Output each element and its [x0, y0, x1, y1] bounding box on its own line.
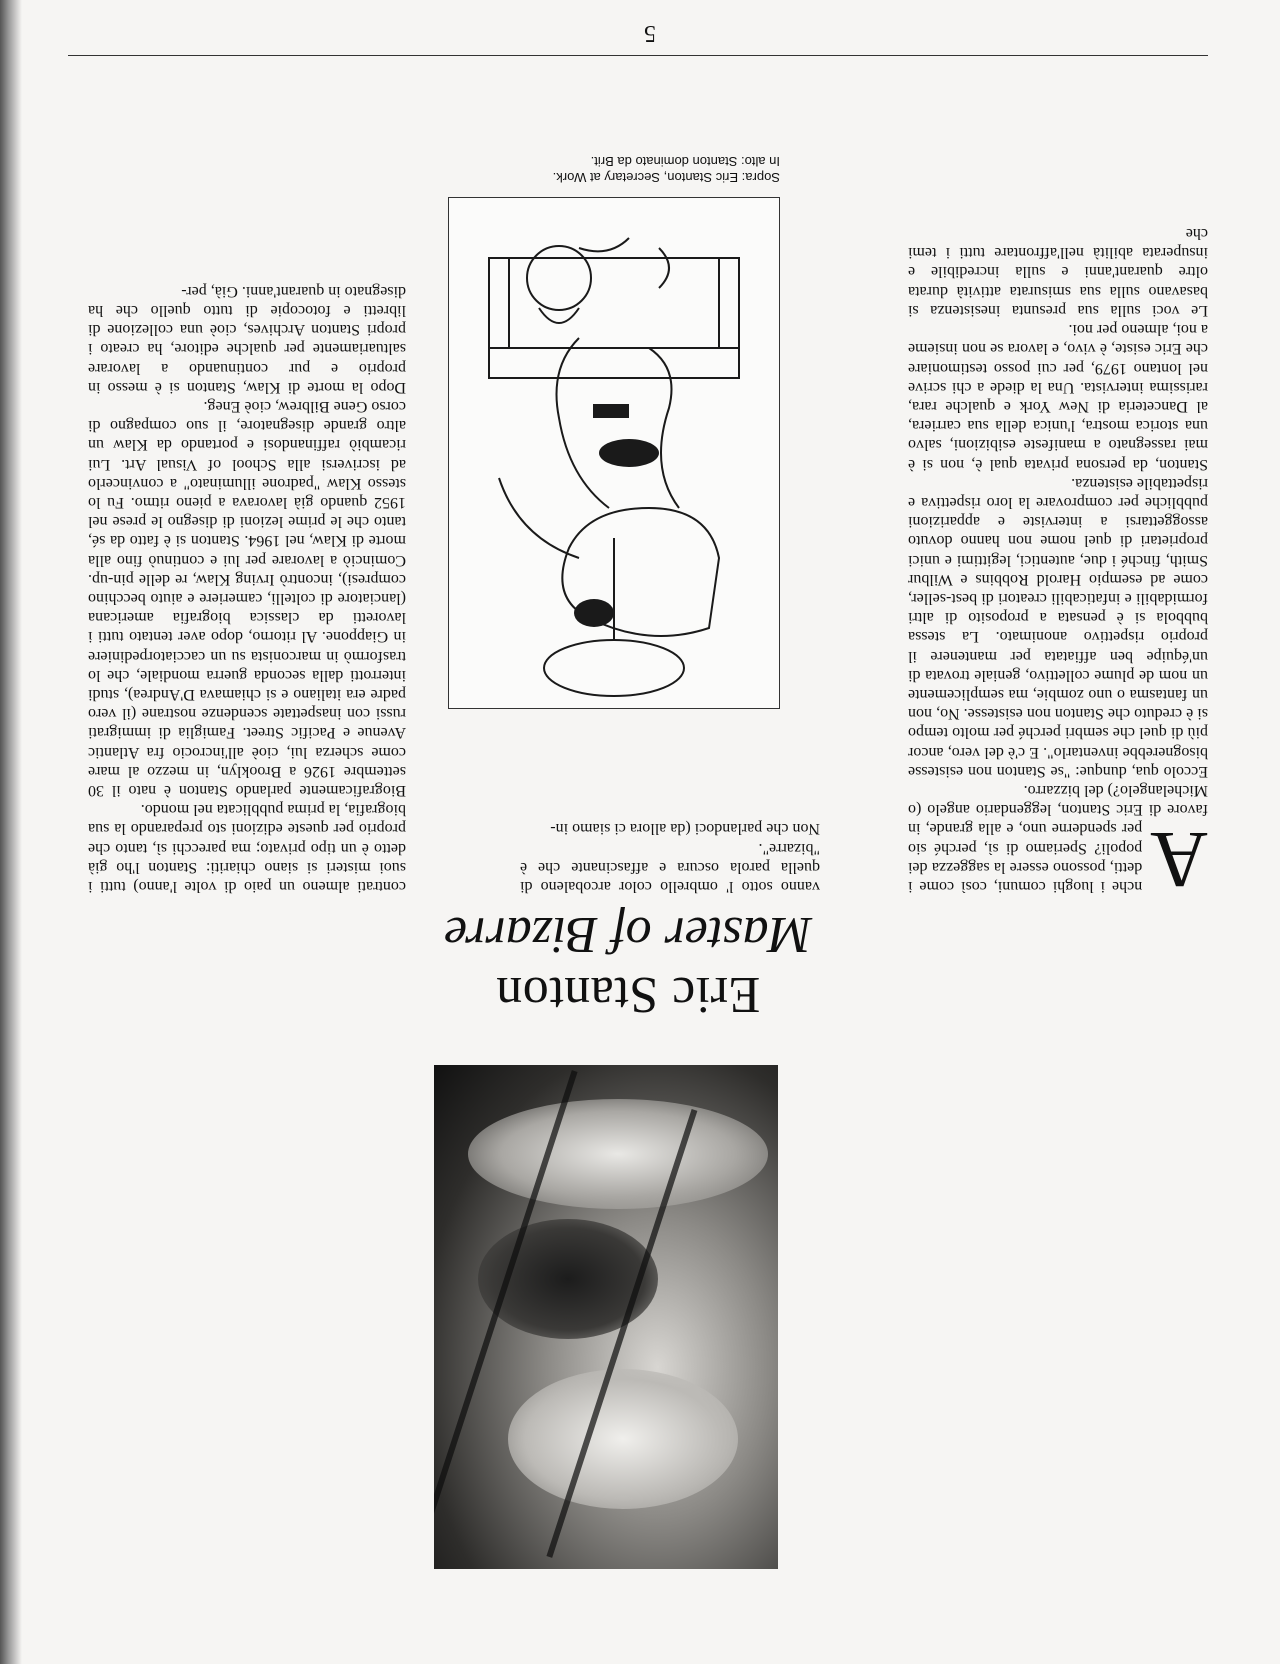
paragraph: contrati almeno un paio di volte l'anno) tutti i suoi misteri si siano chiariti: Stanton l'ho già detto è un tipo privato; ma parecchi sì, tanto che proprio per queste edizioni sto preparando la sua biografia, la prima pubblicata nel mondo.	[88, 801, 406, 895]
title-subtitle: Master of Bizarre	[444, 906, 812, 963]
paragraph: Non che parlandoci (da allora ci siamo in-	[550, 820, 820, 838]
page-number: 5	[644, 20, 656, 46]
paragraph: Le voci sulla sua presunta inesistenza si basavano sulla sua smisurata attività durata oltre quarant'anni e sulla incredibile e insuperata abilità nell'affrontare tutti i temi che	[908, 225, 1208, 319]
caption-line: In alto: Stanton dominato da Brit.	[590, 154, 780, 169]
secretary-at-work-illustration	[448, 197, 780, 709]
illustration-caption	[450, 153, 780, 185]
footer-rule	[68, 55, 1208, 56]
article-title	[418, 904, 838, 1024]
title-name: Eric Stanton	[495, 966, 761, 1023]
paragraph: Biograficamente parlando Stanton è nato il 30 settembre 1926 a Brooklyn, in mezzo al mare come scherza lui, cioè all'incrocio fra Atlantic Avenue e Pacific Street. Famiglia di immigrati russi con inaspettate scendenze nostrane (il vero padre era italiano e si chiamava D'Andrea), studi interrotti dalla seconda guerra mondiale, che lo trasformò in marconista su un cacciatorpediniere in Giappone. Al ritorno, dopo aver tentato tutti i lavoretti da classica biografia americana (lanciatore di coltelli, cameriere e aiuto becchino compresi), incontrò Irving Klaw, re delle pin-up. Cominciò a lavorare per lui e continuò fino alla morte di Klaw, nel 1964. Stanton si è fatto da sé, tanto che le prime lezioni di disegno le prese nel 1952 quando già lavorava a pieno ritmo. Fu lo stesso Klaw "padrone illuminato" a convincerlo ad iscriversi alla School of Visual Art. Lui ricambiò raffinandosi e portando da Klaw un altro grande disegnatore, il suo compagno di corso Gene Bilbrew, cioè Eneg.	[88, 397, 406, 799]
text-column-3	[88, 282, 406, 897]
paragraph: Stanton, da persona privata qual è, non si è mai rassegnato a manifeste esibizioni, salvo una storica mostra, l'unica della sua carriera, al Danceteria di New York e qualche rara, rarissima intervista. Una la diede a chi scrive nel lontano 1979, per cui posso testimoniare che Eric esiste, è vivo, e lavora se non insieme a noi, almeno per noi.	[908, 321, 1208, 473]
text-column-1	[908, 224, 1208, 903]
paragraph: vanno sotto l' ombrello color arcobaleno di quella parola oscura e affascinante che è "bizarre".	[520, 839, 820, 895]
ink-drawing	[449, 198, 779, 708]
stanton-photo	[434, 1065, 778, 1569]
drop-cap: A	[1150, 815, 1208, 903]
text-column-2	[520, 819, 820, 896]
paragraph: Dopo la morte di Klaw, Stanton si è messo in proprio e pur continuando a lavorare saltuariamente per qualche editore, ha creato i propri Stanton Archives, cioè una collezione di libretti e fotocopie di tutto quello che ha disegnato in quarant'anni. Già, per-	[88, 282, 406, 396]
paragraph: nche i luoghi comuni, così come i detti, possono essere la saggezza dei popoli? Speriamo di sì, perché sio per spenderne uno, e alla grande, in favore di Eric Stanton, leggendario angelo (o Michelangelo?) del bizzarro.	[908, 781, 1208, 895]
caption-line: Sopra: Eric Stanton, Secretary at Work.	[552, 170, 780, 185]
paragraph: Eccolo qua, dunque: "se Stanton non esistesse bisognerebbe inventarlo". E c'è del vero, ancor più di quel che sembri perché per molto tempo si è creduto che Stanton non esistesse. No, non un fantasma o uno zombie, ma semplicemente un nom de plume collettivo, geniale trovata di un'équipe ben affiatata per mantenere il proprio rispettivo anonimato. La stessa bubbola si è pensata a proposito di altri formidabili e infaticabili creatori di best-seller, come ad esempio Harold Robbins e Wilbur Smith, finché i due, autentici, legittimi e unici proprietari di quel nome non hanno dovuto assoggettarsi a interviste e apparizioni pubbliche per comprovare la loro rispettiva e rispettabile esistenza.	[908, 474, 1208, 780]
